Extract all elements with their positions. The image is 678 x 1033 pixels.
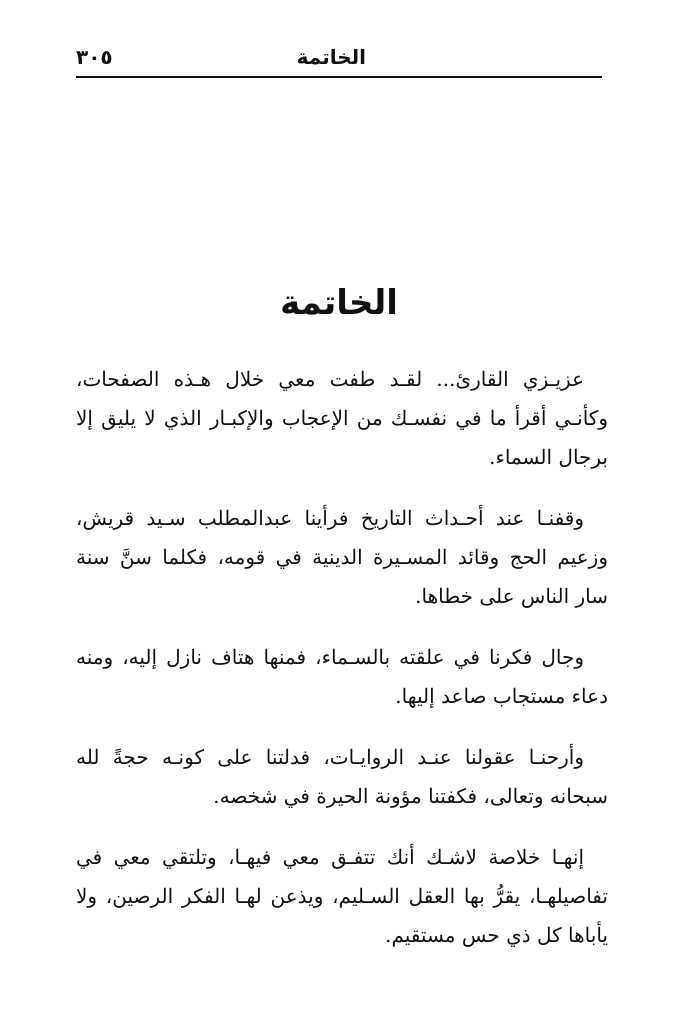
header-divider [76,76,602,78]
paragraph-3: وجال فكرنا في علقته بالسـماء، فمنها هتاف نازل إليه، ومنه دعاء مستجاب صاعد إليها. [76,645,608,708]
paragraph-1: عزيـزي القارئ... لقـد طفت معي خلال هـذه الصفحات، وكأنـي أقرأ ما في نفسـك من الإعجاب والإكبـار الذي لا يليق إلا برجال السماء. [76,367,608,469]
paragraph-5: إنهـا خلاصة لاشـك أنك تتفـق معي فيهـا، وتلتقي معي في تفاصيلهـا، يقرُّ بها العقل السـليم، ويذعن لهـا الفكر الرصين، ولا يأباها كل ذي حس مستقيم. [76,845,608,947]
running-header-title: الخاتمة [296,45,366,69]
paragraph-2: وقفنـا عند أحـداث التاريخ فرأينا عبدالمطلب سـيد قريش، وزعيم الحج وقائد المسـيرة الدينية في قومه، فكلما سنَّ سنة سار الناس على خطاها. [76,506,608,608]
page-number: ٣٠٥ [76,45,113,69]
paragraph-4: وأرحنـا عقولنا عنـد الروايـات، فدلتنا على كونـه حجةً لله سبحانه وتعالى، فكفتنا مؤونة الحيرة في شخصه. [76,745,608,808]
chapter-title: الخاتمة [280,282,398,323]
body-text [76,360,608,977]
running-header [76,44,602,74]
